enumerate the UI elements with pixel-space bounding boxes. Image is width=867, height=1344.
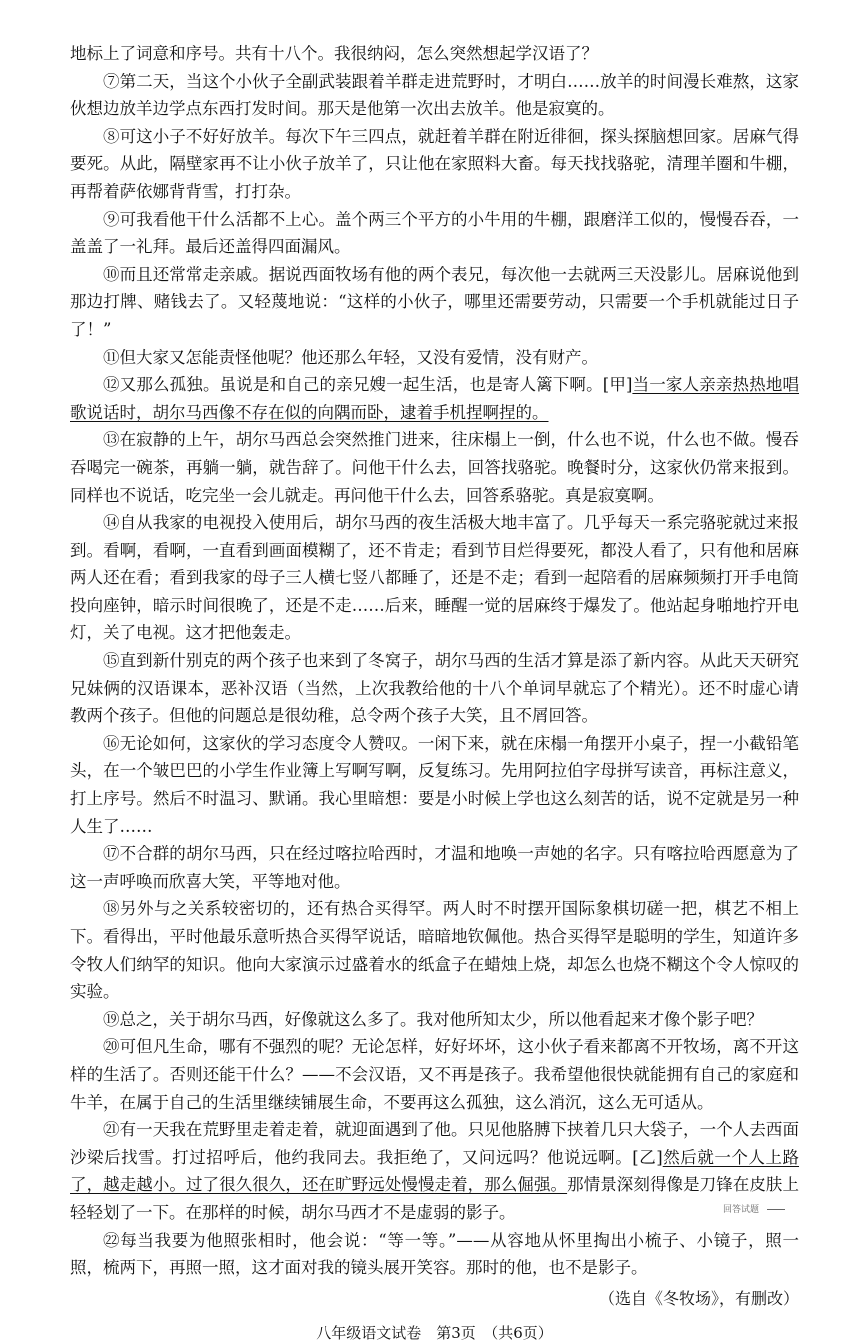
underlined-sentence-yi: 然后就一个人上路了，越走越小。过了很久很久，还在旷野远处慢慢走着，那么倔强。 [70,1147,800,1195]
paragraph-21-text: ㉑有一天我在荒野里走着走着，就迎面遇到了他。只见他胳膊下挟着几只大袋子，一个人去西面沙梁后找雪。打过招呼后，他约我同去。我拒绝了，又问远吗？他说远啊。[乙] [70,1120,799,1167]
paragraph-15: ⑮直到新什别克的两个孩子也来到了冬窝子，胡尔马西的生活才算是添了新内容。从此天天研究兄妹俩的汉语课本，恶补汉语（当然，上次我教给他的十八个单词早就忘了个精光）。还不时虚心请教两个孩子。但他的问题总是很幼稚，总令两个孩子大笑，且不屑回答。 [70,651,799,726]
paragraph-17: ⑰不合群的胡尔马西，只在经过喀拉哈西时，才温和地唤一声她的名字。只有喀拉哈西愿意为了这一声呼唤而欣喜大笑，平等地对他。 [70,844,799,891]
paragraph-21 [70,1116,799,1226]
paragraph-12-text: ⑫又那么孤独。虽说是和自己的亲兄嫂一起生活，也是寄人篱下啊。[甲] [103,375,633,395]
paragraph-16: ⑯无论如何，这家伙的学习态度令人赞叹。一闲下来，就在床榻一角摆开小桌子，捏一小截铅笔头，在一个皱巴巴的小学生作业簿上写啊写啊，反复练习。先用阿拉伯字母拼写读音，再标注意义，打上序号。然后不时温习、默诵。我心里暗想：要是小时候上学也这么刻苦的话，说不定就是另一种人生了…… [70,733,799,836]
paragraph-6-tail: 地标上了词意和序号。共有十八个。我很纳闷，怎么突然想起学汉语了？ [70,44,598,63]
corner-dash [767,1209,785,1210]
paragraph-12 [70,371,799,426]
paragraph-7: ⑦第二天，当这个小伙子全副武装跟着羊群走进荒野时，才明白……放羊的时间漫长难熬，这家伙想边放羊边学点东西打发时间。那天是他第一次出去放羊。他是寂寞的。 [70,71,799,119]
paragraph-11: ⑪但大家又怎能责怪他呢？他还那么年轻，又没有爱情，没有财产。 [103,347,598,367]
underlined-sentence-jia: 当一家人亲亲热热地唱歌说话时，胡尔马西像不存在似的向隅而卧，逮着手机捏啊捏的。 [70,375,799,422]
paragraph-13: ⑬在寂静的上午，胡尔马西总会突然推门进来，往床榻上一倒，什么也不说，什么也不做。慢吞吞喝完一碗茶，再躺一躺，就告辞了。问他干什么去，回答找骆驼。晚餐时分，这家伙仍常来报到。同样也不说话，吃完坐一会儿就走。再问他干什么去，回答系骆驼。真是寂寞啊。 [70,430,799,505]
corner-mark-text: 回答试题 [722,1205,759,1215]
paragraph-10: ⑩而且还常常走亲戚。据说西面牧场有他的两个表兄，每次他一去就两三天没影儿。居麻说他到那边打牌、赌钱去了。又轻蔑地说：“这样的小伙子，哪里还需要劳动，只需要一个手机就能过日子了！” [70,264,799,339]
paragraph-18: ⑱另外与之关系较密切的，还有热合买得罕。两人时不时摆开国际象棋切磋一把，棋艺不相上下。看得出，平时他最乐意听热合买得罕说话，暗暗地钦佩他。热合买得罕是聪明的学生，知道许多令牧人们纳罕的知识。他向大家演示过盛着水的纸盒子在蜡烛上烧，却怎么也烧不糊这个令人惊叹的实验。 [70,899,799,1002]
paragraph-14: ⑭自从我家的电视投入使用后，胡尔马西的夜生活极大地丰富了。几乎每天一系完骆驼就过来报到。看啊，看啊，一直看到画面模糊了，还不肯走；看到节目烂得要死，都没人看了，只有他和居麻两人还在看；看到我家的母子三人横七竖八都睡了，还是不走；看到一起陪看的居麻频频打开手电筒投向座钟，暗示时间很晚了，还是不走……后来，睡醒一觉的居麻终于爆发了。他站起身啪地拧开电灯，关了电视。这才把他轰走。 [70,513,799,643]
paragraph-21-text-end: 那情景深刻得像是刀锋在皮肤上轻轻划了一下。在那样的时候，胡尔马西才不是虚弱的影子。 [70,1175,800,1222]
paragraph-22: ㉒每当我要为他照张相时，他会说：“等一等。”——从容地从怀里掏出小梳子、小镜子，照一照，梳两下，再照一照，这才面对我的镜头展开笑容。那时的他，也不是影子。 [70,1230,799,1278]
source-note: （选自《冬牧场》，有删改） [598,1288,799,1308]
paragraph-20: ⑳可但凡生命，哪有不强烈的呢？无论怎样，好好坏坏，这小伙子看来都离不开牧场，离不开这样的生活了。否则还能干什么？——不会汉语，又不再是孩子。我希望他很快就能拥有自己的家庭和牛羊，在属于自己的生活里继续铺展生命，不要再这么孤独，这么消沉，这么无可适从。 [70,1037,799,1112]
page-footer: 八年级语文试卷 第3页 （共6页） [316,1323,553,1342]
paragraph-19: ⑲总之，关于胡尔马西，好像就这么多了。我对他所知太少，所以他看起来才像个影子吧？ [103,1009,763,1029]
corner-mark [723,1202,785,1215]
paragraph-8: ⑧可这小子不好好放羊。每次下午三四点，就赶着羊群在附近徘徊，探头探脑想回家。居麻气得要死。从此，隔壁家再不让小伙子放羊了，只让他在家照料大畜。每天找找骆驼，清理羊圈和牛棚，再帮着萨依娜背背雪，打打杂。 [70,126,799,201]
paragraph-9: ⑨可我看他干什么活都不上心。盖个两三个平方的小牛用的牛棚，跟磨洋工似的，慢慢吞吞，一盖盖了一礼拜。最后还盖得四面漏风。 [70,209,799,257]
